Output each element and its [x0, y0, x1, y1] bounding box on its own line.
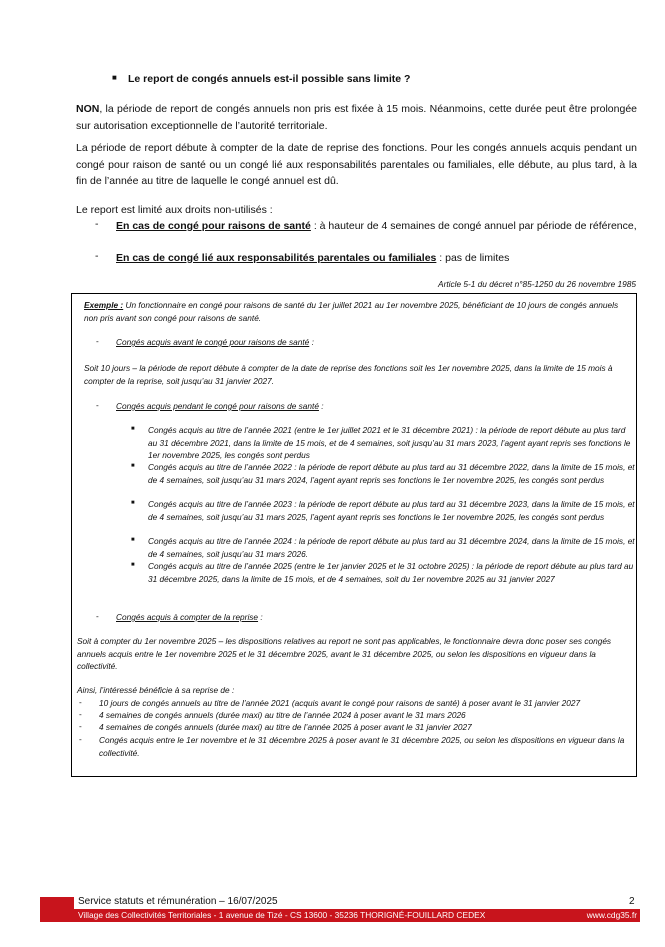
- list-item: Congés acquis au titre de l’année 2022 : la période de report débute au plus tard au 31 décembre 2022, dans la limite de 15 mois, et de 4 semaines, soit jusqu’au 31 mars 2024, l’agent ayant repris ses fonctions le 1er novembre 2025, les congés sont perdus: [148, 462, 635, 485]
- square-bullet-icon: ■: [112, 73, 117, 82]
- footer-bar: [40, 909, 640, 922]
- footer-website-link[interactable]: www.cdg35.fr: [586, 910, 637, 920]
- limit-item: En cas de congé pour raisons de santé : à hauteur de 4 semaines de congé annuel par période de référence,: [116, 220, 637, 232]
- dash-bullet-icon: -: [95, 250, 99, 262]
- footer-red-tab: [40, 897, 74, 909]
- dash-bullet-icon: -: [96, 400, 99, 410]
- dash-bullet-icon: -: [95, 218, 99, 230]
- square-bullet-icon: ■: [131, 537, 135, 543]
- section-title: Congés acquis à compter de la reprise :: [116, 612, 263, 622]
- paragraph-lead: NON: [76, 103, 100, 115]
- footer-address: Village des Collectivités Territoriales - 1 avenue de Tizé - CS 13600 - 35236 THORIGNÉ-FOUILLARD CEDEX: [78, 910, 486, 920]
- square-bullet-icon: ■: [131, 426, 135, 432]
- limit-item: En cas de congé lié aux responsabilités parentales ou familiales : pas de limites: [116, 252, 510, 264]
- summary-item: 4 semaines de congés annuels (durée maxi) au titre de l’année 2025 à poser avant le 31 janvier 2027: [99, 722, 472, 732]
- summary-intro: Ainsi, l’intéressé bénéficie à sa reprise de :: [77, 685, 235, 695]
- summary-item: Congés acquis entre le 1er novembre et le 31 décembre 2025 à poser avant le 31 décembre 2025, ou selon les dispositions en vigueur dans la collectivité.: [99, 735, 625, 758]
- list-item: Congés acquis au titre de l’année 2021 (entre le 1er juillet 2021 et le 31 décembre 2021) : la période de report débute au plus tard au 31 décembre 2021, dans la limite de 15 mois, et de 4 semaines, soit jusqu’au 31 mars 2023, l’agent ayant repris ses fonctions le 1er novembre 2025, les congés sont perdus: [148, 425, 631, 460]
- list-item: Congés acquis au titre de l’année 2023 : la période de report débute au plus tard au 31 décembre 2023, dans la limite de 15 mois, et de 4 semaines, soit jusqu’au 31 mars 2025, l’agent ayant repris ses fonctions le 1er novembre 2025, les congés sont perdus: [148, 499, 635, 522]
- square-bullet-icon: ■: [131, 463, 135, 469]
- legal-citation: Article 5-1 du décret n°85-1250 du 26 novembre 1985: [438, 279, 636, 289]
- dash-bullet-icon: -: [79, 697, 82, 707]
- list-item: Congés acquis au titre de l’année 2025 (entre le 1er janvier 2025 et le 31 octobre 2025) : la période de report débute au plus tard au 31 décembre 2025, dans la limite de 15 mois, et de 4 semaines, soit du 1er novembre 2025 au 31 janvier 2027: [148, 561, 634, 584]
- section-text: Soit 10 jours – la période de report débute à compter de la date de reprise des fonctions soit les 1er novembre 2025, dans la limite de 15 mois à compter de la reprise, soit jusqu’au 31 janvier 2027.: [84, 363, 613, 386]
- dash-bullet-icon: -: [79, 734, 82, 744]
- dash-bullet-icon: -: [79, 721, 82, 731]
- section-title: Congés acquis pendant le congé pour raisons de santé :: [116, 401, 324, 411]
- question-text: Le report de congés annuels est-il possible sans limite ?: [128, 73, 411, 85]
- footer-service: Service statuts et rémunération – 16/07/2025: [78, 896, 278, 907]
- summary-item: 10 jours de congés annuels au titre de l’année 2021 (acquis avant le congé pour raisons de santé) à poser avant le 31 janvier 2027: [99, 698, 581, 708]
- paragraph-period: La période de report débute à compter de la date de reprise des fonctions. Pour les congés annuels acquis pendant un congé pour raison de santé ou un congé lié aux responsabilités parentales ou familiales, elle débute, au plus tard, à la fin de l’année au titre de laquelle le congé annuel est dû.: [76, 142, 637, 187]
- list-item: Congés acquis au titre de l’année 2024 : la période de report débute au plus tard au 31 décembre 2024, dans la limite de 15 mois, et de 4 semaines, soit jusqu’au 31 mars 2026.: [148, 536, 635, 559]
- section-title: Congés acquis avant le congé pour raisons de santé :: [116, 337, 314, 347]
- paragraph-limit: Le report est limité aux droits non-utilisés :: [76, 204, 273, 216]
- example-intro: Exemple : Un fonctionnaire en congé pour raisons de santé du 1er juillet 2021 au 1er novembre 2025, bénéficiant de 10 jours de congés annuels non pris avant son congé pour raisons de santé.: [84, 300, 619, 323]
- section-text: Soit à compter du 1er novembre 2025 – les dispositions relatives au report ne sont pas applicables, le fonctionnaire devra donc poser ses congés annuels acquis entre le 1er novembre 2025 et le 31 décembre 2025, avant le 31 décembre 2025, ou selon les dispositions en vigueur dans la collectivité.: [77, 636, 612, 671]
- dash-bullet-icon: -: [96, 336, 99, 346]
- paragraph-non: NON, la période de report de congés annuels non pris est fixée à 15 mois. Néanmoins, cette durée peut être prolongée sur autorisation exceptionnelle de l’autorité territoriale.: [76, 103, 637, 132]
- dash-bullet-icon: -: [79, 709, 82, 719]
- dash-bullet-icon: -: [96, 611, 99, 621]
- square-bullet-icon: ■: [131, 500, 135, 506]
- section-question: [112, 73, 411, 85]
- page-number: 2: [629, 896, 635, 907]
- square-bullet-icon: ■: [131, 562, 135, 568]
- summary-item: 4 semaines de congés annuels (durée maxi) au titre de l’année 2024 à poser avant le 31 mars 2026: [99, 710, 466, 720]
